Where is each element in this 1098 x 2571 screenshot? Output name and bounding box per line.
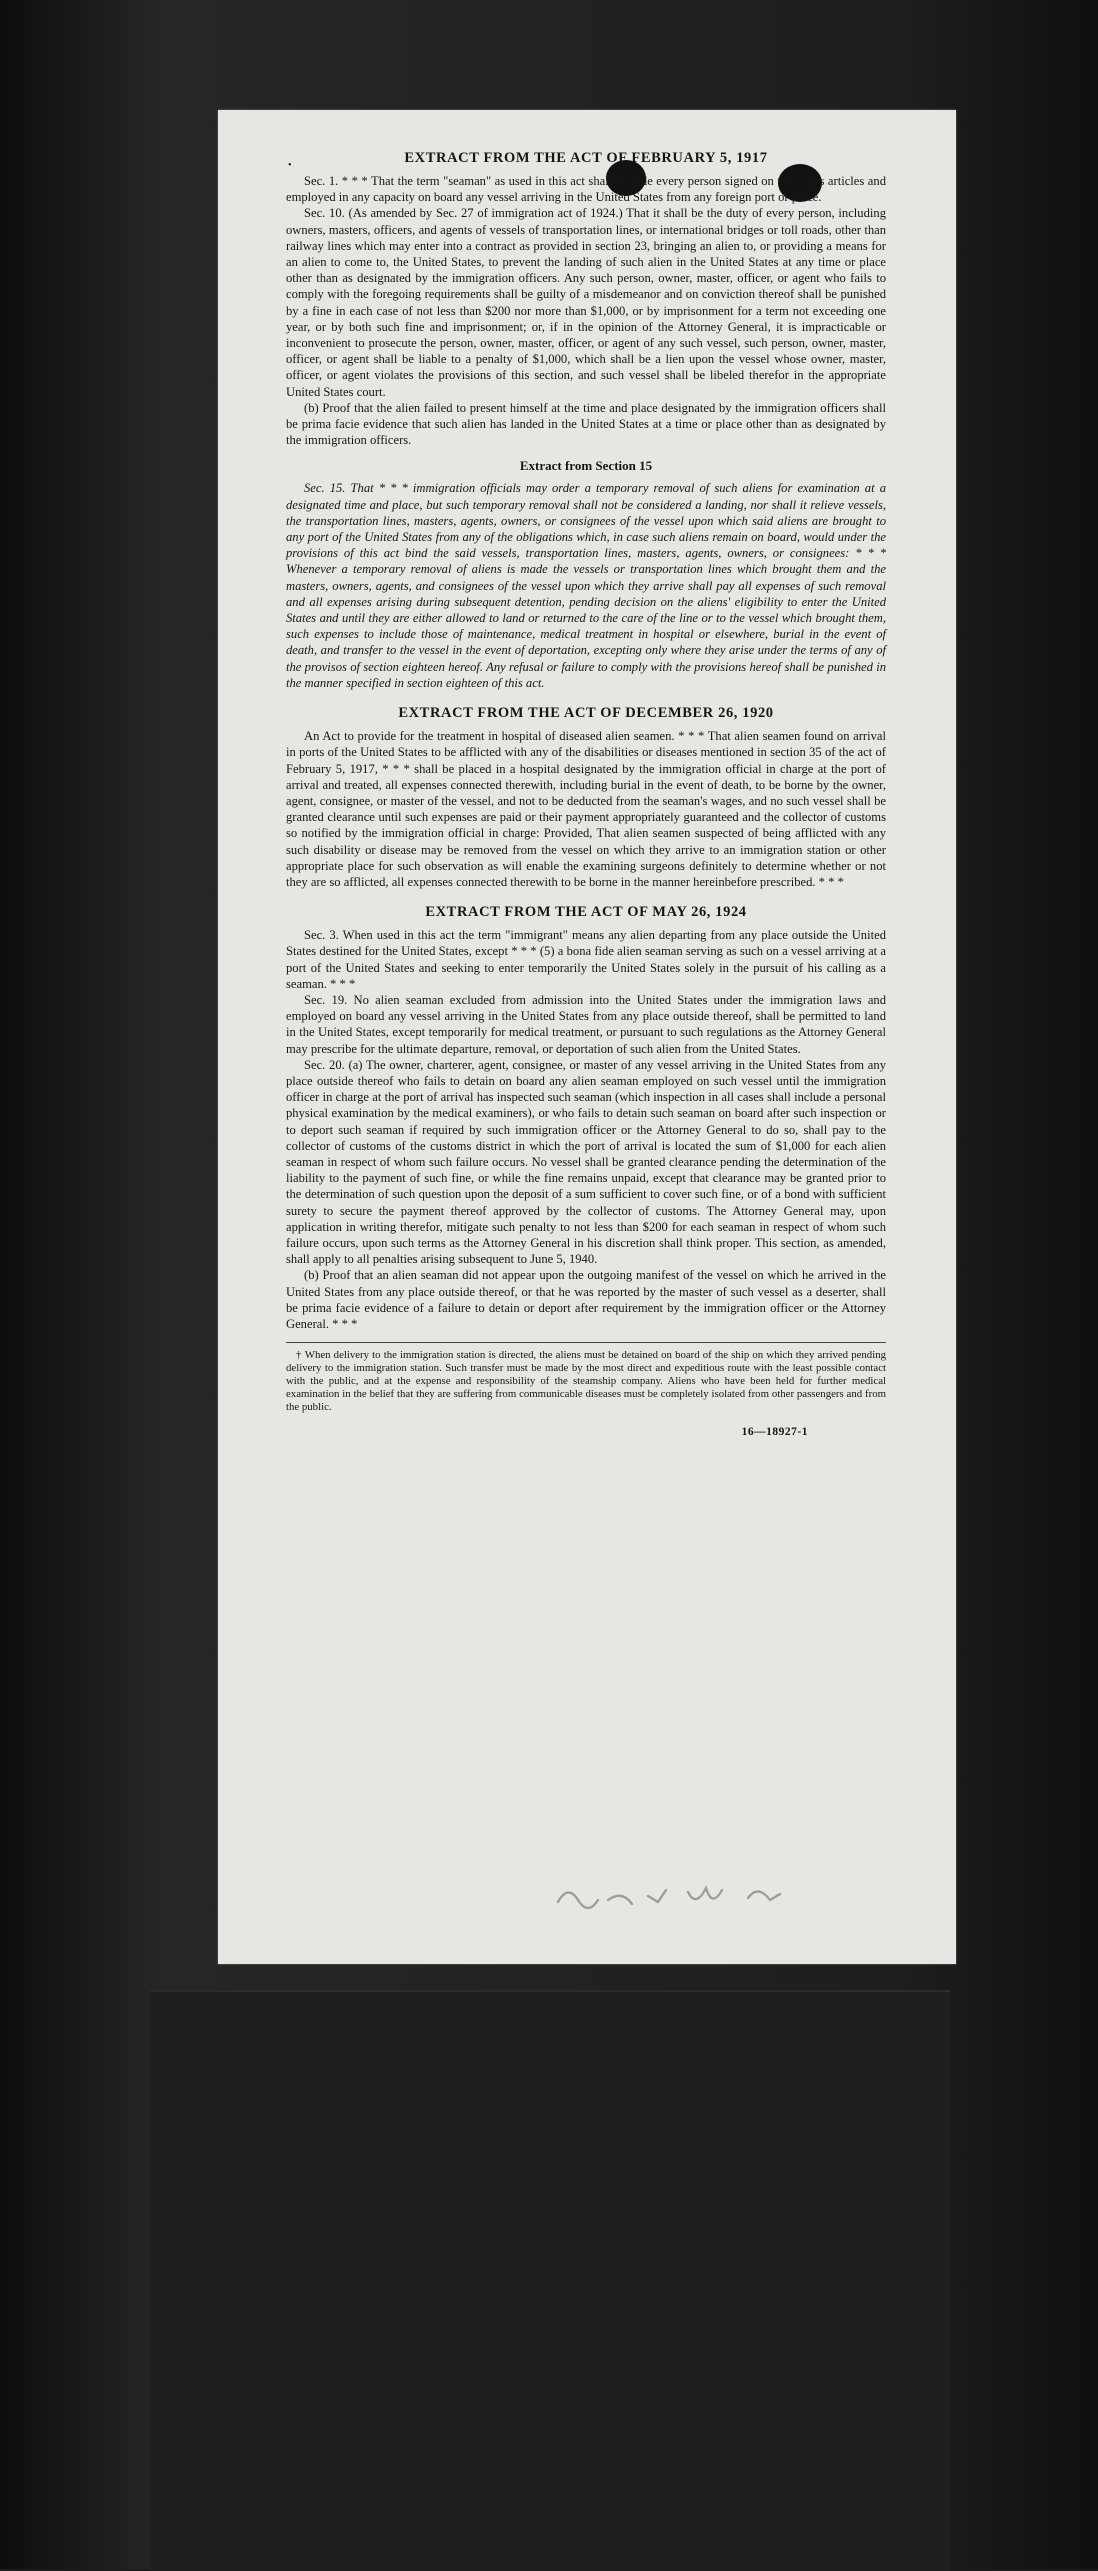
document-content xyxy=(286,150,886,1438)
document-page xyxy=(218,110,956,1964)
act-1924-section-3: Sec. 3. When used in this act the term "immigrant" means any alien departing from any place outside the United States destined for the United States, except * * * (5) a bona fide alien seaman serving as such on a vessel arriving at a port of the United States and seeking to enter temporarily the United States solely in the pursuit of his calling as a seaman. * * * xyxy=(286,928,886,991)
heading-act-1924: EXTRACT FROM THE ACT OF MAY 26, 1924 xyxy=(425,904,747,921)
act-1917-section-1: Sec. 1. * * * That the term "seaman" as used in this act shall include every person signed on the ship's articles and employed in any capacity on board any vessel arriving in the United States from any foreign port or place. xyxy=(286,174,886,205)
underlying-sheet xyxy=(150,1990,950,2571)
act-1924-section-20a: Sec. 20. (a) The owner, charterer, agent, consignee, or master of any vessel arriving in the United States from any place outside thereof who fails to detain on board any alien seaman employed on such vessel until the immigration officer in charge at the port of arrival has inspected such seaman (which inspection in all cases shall include a personal physical examination by the medical examiners), or who fails to detain such seaman on board after such inspection or to deport such seaman if required by such immigration officer or the Attorney General to do so, shall pay to the collector of customs of the customs district in which the port of arrival is located the sum of $1,000 for each alien seaman in respect of whom such failure occurs. No vessel shall be granted clearance pending the determination of the liability to the payment of such fine, or while the fine remains unpaid, except that clearance may be granted prior to the determination of such question upon the deposit of a sum sufficient to cover such fine, or of a bond with sufficient surety to secure the payment thereof approved by the collector of customs. The Attorney General may, upon application in writing therefor, mitigate such penalty to not less than $200 for each seaman in respect of whom such failure occurs, upon such terms as the Attorney General in his discretion shall think proper. This section, as amended, shall apply to all penalties arising subsequent to June 5, 1940. xyxy=(286,1057,886,1267)
act-1920-text: An Act to provide for the treatment in hospital of diseased alien seamen. * * * That alien seamen found on arrival in ports of the United States to be afflicted with any of the disabilities or diseases mentioned in section 35 of the act of February 5, 1917, * * * shall be placed in a hospital designated by the immigration official in charge at the port of arrival and treated, all expenses connected therewith, including burial in the event of death, to be borne by the owner, agent, consignee, or master of the vessel, and not to be deducted from the seaman's wages, and no such vessel shall be granted clearance until such expenses are paid or their payment appropriately guaranteed and the collector of customs so notified by the immigration official in charge: Provided, That alien seamen suspected of being afflicted with any such disability or disease may be removed from the vessel on which they arrive to an immigration station or other appropriate place for such observation as will enable the examining surgeons definitely to determine whether or not they are so afflicted, all expenses connected therewith to be borne in the manner hereinbefore prescribed. * * * xyxy=(286,729,886,889)
heading-section-15: Extract from Section 15 xyxy=(519,458,653,474)
act-1924-section-20b: (b) Proof that an alien seaman did not appear upon the outgoing manifest of the vessel on which he arrived in the United States from any place outside thereof, or that he was reported by the master of such vessel as a deserter, shall be prima facie evidence of a failure to detain or deport after requirement by the immigration officer or the Attorney General. * * * xyxy=(286,1268,886,1331)
form-number: 16—18927-1 xyxy=(741,1426,808,1439)
act-1917-section-10: Sec. 10. (As amended by Sec. 27 of immigration act of 1924.) That it shall be the duty of every person, including owners, masters, officers, and agents of vessels of transportation lines, or international bridges or toll roads, other than railway lines which may enter into a contract as provided in section 23, bringing an alien to, or providing a means for an alien to come to, the United States, to prevent the landing of such alien in the United States at any time or place other than as designated by the immigration officers. Any such person, owner, master, officer, or agent who fails to comply with the foregoing requirements shall be guilty of a misdemeanor and on conviction thereof shall be punished by a fine in each case of not less than $200 nor more than $1,000, or by imprisonment for a term not exceeding one year, or by both such fine and imprisonment; or, if in the opinion of the Attorney General, it is impracticable or inconvenient to prosecute the person, owner, master, officer, or agent of any such vessel, such person, owner, master, officer, or agent shall be liable to a penalty of $1,000, which shall be a lien upon the vessel whose owner, master, officer, or agent violates the provisions of this section, and such vessel shall be libeled therefor in the appropriate United States court. xyxy=(286,206,886,399)
punch-mark: • xyxy=(288,160,292,171)
footnote: † When delivery to the immigration station is directed, the aliens must be detained on board of the ship on which they arrived pending delivery to the immigration station. Such transfer must be made by the most direct and expeditious route with the least possible contact with the public, and at the expense and responsibility of the steamship company. Aliens who have been held for further medical examination in the belief that they are suffering from communicable diseases must be completely isolated from other passengers and from the public. xyxy=(286,1342,886,1414)
heading-act-1920: EXTRACT FROM THE ACT OF DECEMBER 26, 1920 xyxy=(398,705,774,722)
heading-act-1917: EXTRACT FROM THE ACT OF FEBRUARY 5, 1917 xyxy=(404,150,768,166)
act-1924-section-19: Sec. 19. No alien seaman excluded from admission into the United States under the immigration laws and employed on board any vessel arriving in the United States from any place outside thereof, shall be permitted to land in the United States, except temporarily for medical treatment, or pursuant to such regulations as the Attorney General may prescribe for the ultimate departure, removal, or deportation of such alien from the United States. xyxy=(286,992,886,1056)
handwritten-scrawl xyxy=(548,1874,848,1914)
section-15-text: Sec. 15. That * * * immigration officials may order a temporary removal of such aliens for examination at a designated time and place, but such temporary removal shall not be considered a landing, nor shall it relieve vessels, the transportation lines, masters, agents, owners, or consignees of the vessel upon which said aliens are brought to any port of the United States from any of the obligations which, in case such aliens remain on board, would under the provisions of this act bind the said vessels, transportation lines, masters, agents, owners, or consignees: * * * Whenever a temporary removal of aliens is made the vessels or transportation lines which brought them and the masters, owners, agents, and consignees of the vessel upon which they arrive shall pay all expenses of such removal and all expenses arising during subsequent detention, pending decision on the aliens' eligibility to enter the United States and until they are either allowed to land or returned to the care of the line or to the vessel which brought them, such expenses to include those of maintenance, medical treatment in hospital or elsewhere, burial in the event of death, and transfer to the vessel in the event of deportation, excepting only where they arise under the terms of any of the provisos of section eighteen hereof. Any refusal or failure to comply with the provisions hereof shall be punished in the manner specified in section eighteen of this act. xyxy=(286,481,886,690)
act-1917-section-10b: (b) Proof that the alien failed to present himself at the time and place designated by the immigration officers shall be prima facie evidence that such alien has landed in the United States at a time or place other than as designated by the immigration officers. xyxy=(286,400,886,448)
